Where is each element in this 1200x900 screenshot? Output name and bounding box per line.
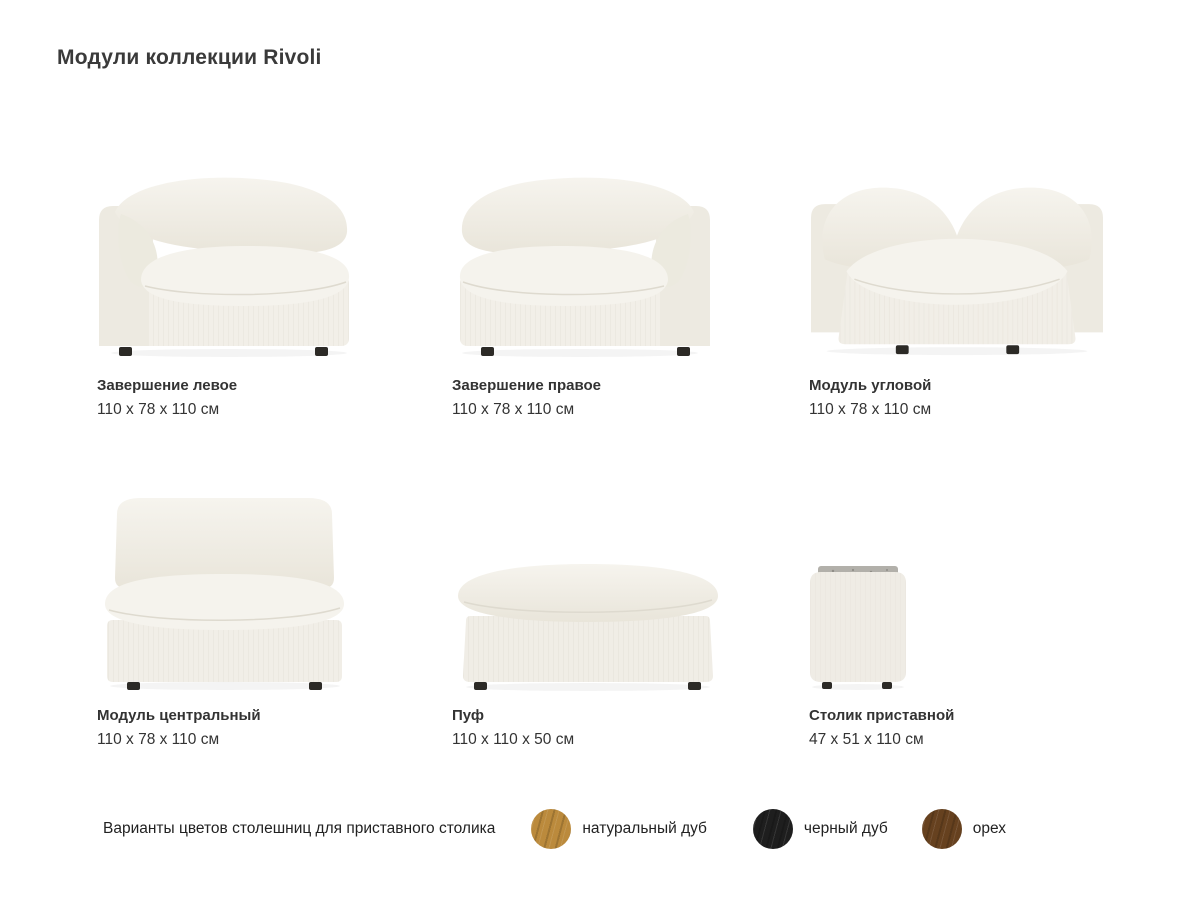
- product-dimensions: 47 x 51 x 110 см: [809, 730, 924, 748]
- natural-oak-swatch-icon: [531, 809, 571, 849]
- product-dimensions: 110 x 78 x 110 см: [97, 730, 220, 748]
- sofa-corner-illustration: [809, 143, 1105, 362]
- pouf-illustration: [452, 550, 724, 692]
- page-title: Модули коллекции Rivoli: [57, 46, 322, 69]
- product-dimensions: 110 x 78 x 110 см: [452, 400, 575, 418]
- products-row-top: [97, 156, 1199, 419]
- product-name: Модуль центральный: [97, 707, 261, 724]
- product-image-end-right: [452, 156, 712, 362]
- product-image-end-left: [97, 156, 357, 362]
- product-dimensions: 110 x 110 x 50 см: [452, 730, 575, 748]
- products-row-bottom: [97, 496, 1199, 749]
- color-option-name: черный дуб: [803, 820, 888, 837]
- sofa-end-left-illustration: [97, 150, 357, 362]
- sofa-end-right-illustration: [452, 150, 712, 362]
- product-card-corner: [809, 156, 1199, 419]
- product-name: Завершение левое: [97, 377, 238, 394]
- side-table-illustration: [809, 566, 907, 692]
- product-card-central: [97, 496, 452, 749]
- product-dimensions: 110 x 78 x 110 см: [809, 400, 932, 418]
- product-image-central: [97, 496, 352, 692]
- product-image-pouf: [452, 496, 724, 692]
- color-option-name: натуральный дуб: [582, 820, 707, 837]
- product-dimensions: 110 x 78 x 110 см: [97, 400, 220, 418]
- product-image-corner: [809, 156, 1105, 362]
- color-option-walnut: [922, 809, 1006, 849]
- product-card-side-table: [809, 496, 1199, 749]
- sofa-central-illustration: [97, 492, 352, 692]
- product-name: Столик приставной: [809, 707, 955, 724]
- product-card-pouf: [452, 496, 809, 749]
- product-card-end-left: [97, 156, 452, 419]
- product-image-side-table: [809, 496, 907, 692]
- product-name: Завершение правое: [452, 377, 601, 394]
- tabletop-colors-section: [103, 806, 1006, 852]
- color-option-name: орех: [972, 820, 1007, 837]
- black-oak-swatch-icon: [753, 809, 793, 849]
- product-card-end-right: [452, 156, 809, 419]
- tabletop-colors-label: Варианты цветов столешниц для приставного столика: [103, 820, 496, 837]
- color-option-natural-oak: [531, 809, 707, 849]
- walnut-swatch-icon: [922, 809, 962, 849]
- color-option-black-oak: [753, 809, 888, 849]
- product-name: Модуль угловой: [809, 377, 932, 394]
- product-name: Пуф: [452, 707, 485, 724]
